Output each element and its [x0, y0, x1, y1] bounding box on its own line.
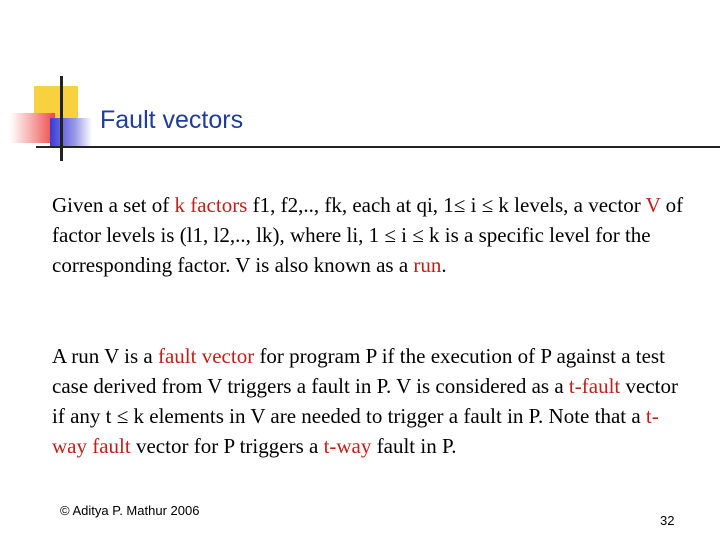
paragraph-fault-vector-definition: [52, 341, 692, 461]
highlight-term: t-way fault: [52, 404, 659, 458]
title-underline: [36, 146, 720, 148]
slide-title: Fault vectors: [100, 106, 244, 134]
page-number: 32: [660, 513, 675, 528]
para1-seg: f1, f2,.., fk, each at qi, 1≤ i ≤ k levels, a vector: [247, 193, 646, 217]
highlight-term: run: [413, 253, 442, 277]
decor-vertical-line: [60, 76, 63, 161]
para1-seg: .: [441, 253, 447, 277]
highlight-term: k factors: [174, 193, 248, 217]
para2-seg: A run V is a: [52, 344, 158, 368]
copyright-footer: © Aditya P. Mathur 2006: [60, 503, 200, 518]
highlight-term: fault vector: [157, 344, 255, 368]
decor-red-gradient-bar: [10, 113, 55, 143]
decor-blue-gradient-bar: [50, 118, 92, 148]
paragraph-run-definition: [52, 190, 692, 280]
para2-seg: fault in P.: [371, 434, 457, 458]
highlight-term: t-way: [323, 434, 372, 458]
para2-seg: vector for P triggers a: [130, 434, 324, 458]
para2-seg: vector if any t ≤ k elements in V are needed to trigger a fault in P. Note that a: [52, 374, 678, 428]
para1-seg: of factor levels is (l1, l2,.., lk), where li, 1 ≤ i ≤ k is a specific level for the corresponding factor. V is also known as a: [52, 193, 684, 277]
para1-seg: Given a set of: [52, 193, 175, 217]
para2-seg: for program P if the execution of P against a test case derived from V triggers a fault in P. V is considered as a: [52, 344, 665, 398]
highlight-term: t-fault: [568, 374, 621, 398]
highlight-term: V: [645, 193, 661, 217]
